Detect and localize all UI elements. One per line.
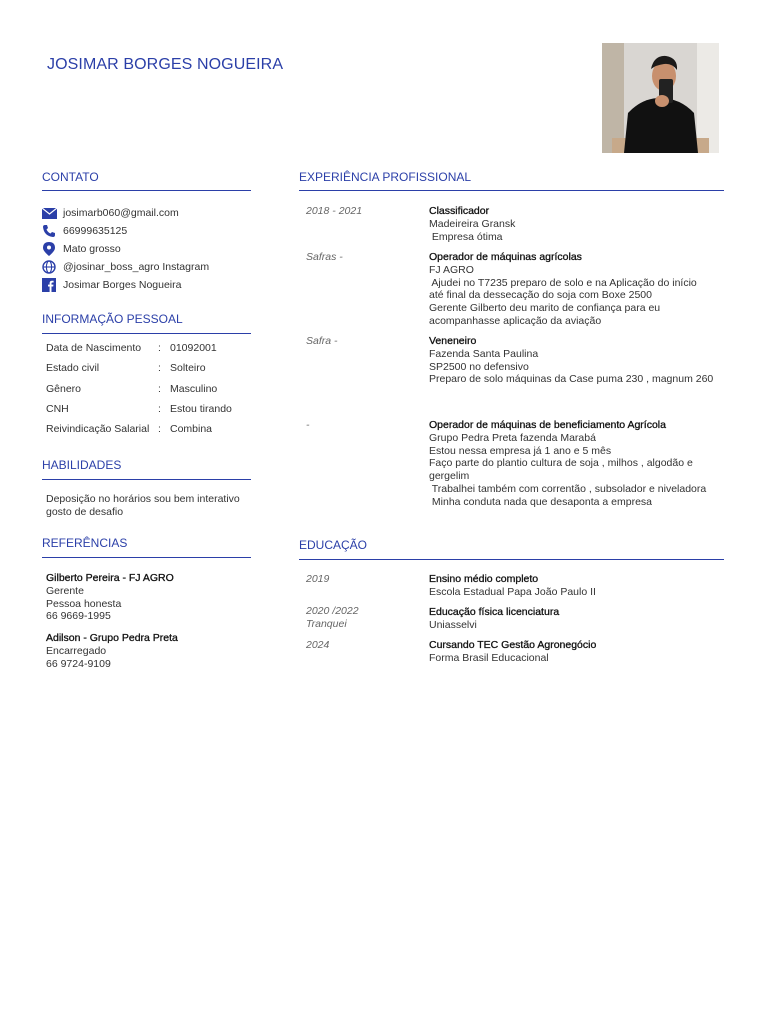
reference-line: Gerente — [46, 584, 84, 597]
skills-text — [46, 493, 261, 519]
reference-entry — [46, 632, 261, 670]
education-entry — [429, 639, 729, 665]
experience-line: FJ AGRO — [429, 263, 474, 276]
contact-list — [41, 204, 256, 294]
personal-label: CNH — [46, 403, 69, 416]
contact-instagram-text: @josinar_boss_agro Instagram — [63, 261, 210, 273]
skills-divider — [42, 479, 251, 480]
experience-entry — [429, 251, 729, 328]
contact-section-title: CONTATO — [42, 170, 99, 184]
reference-name: Gilberto Pereira - FJ AGRO — [46, 572, 174, 584]
experience-title: Operador de máquinas agrícolas — [429, 251, 582, 263]
skills-line: gosto de desafio — [46, 505, 124, 518]
experience-line: até final da dessecação do soja com Boxe 2500 — [429, 289, 652, 302]
personal-label: Gênero — [46, 382, 82, 395]
personal-label: Reivindicação Salarial — [46, 423, 150, 436]
experience-entry — [429, 419, 729, 509]
contact-location-text: Mato grosso — [63, 243, 121, 255]
experience-title: Classificador — [429, 205, 490, 217]
colon: : — [158, 362, 161, 375]
experience-divider — [299, 190, 724, 191]
experience-line: Empresa ótima — [429, 230, 503, 243]
education-entry — [429, 573, 729, 599]
personal-value: Combina — [170, 423, 213, 436]
skills-section-title: HABILIDADES — [42, 458, 122, 472]
reference-line: Pessoa honesta — [46, 597, 122, 610]
education-divider — [299, 559, 724, 560]
colon: : — [158, 423, 161, 436]
education-line: Uniasselvi — [429, 618, 477, 631]
contact-email[interactable] — [41, 204, 256, 222]
personal-label: Data de Nascimento — [46, 342, 142, 355]
education-entry — [429, 606, 729, 632]
location-pin-icon — [41, 242, 57, 256]
contact-instagram[interactable] — [41, 258, 256, 276]
personal-row — [46, 338, 256, 358]
personal-row — [46, 419, 256, 439]
contact-phone-text: 66999635125 — [63, 225, 128, 237]
envelope-icon — [41, 206, 57, 220]
contact-facebook-text: Josimar Borges Nogueira — [63, 279, 182, 291]
contact-phone[interactable] — [41, 222, 256, 240]
education-title: Cursando TEC Gestão Agronegócio — [429, 639, 597, 651]
education-date: 2024 — [306, 639, 330, 651]
experience-line: Estou nessa empresa já 1 ano e 5 mês — [429, 444, 612, 457]
experience-line: gergelim — [429, 470, 470, 483]
reference-entry — [46, 572, 261, 623]
experience-title: Operador de máquinas de beneficiamento Agrícola — [429, 419, 666, 431]
personal-section-title: INFORMAÇÃO PESSOAL — [42, 312, 183, 326]
experience-section-title: EXPERIÊNCIA PROFISSIONAL — [299, 170, 472, 184]
facebook-icon — [41, 278, 57, 292]
references-section-title: REFERÊNCIAS — [42, 536, 128, 550]
personal-value: Estou tirando — [170, 403, 232, 416]
personal-row — [46, 358, 256, 378]
reference-name: Adilson - Grupo Pedra Preta — [46, 632, 178, 644]
experience-date: Safras - — [306, 251, 343, 263]
experience-line: Grupo Pedra Preta fazenda Marabá — [429, 431, 596, 444]
personal-value: 01092001 — [170, 342, 217, 355]
experience-date: 2018 - 2021 — [306, 205, 363, 217]
experience-line: Fazenda Santa Paulina — [429, 347, 539, 360]
candidate-name: JOSIMAR BORGES NOGUEIRA — [47, 56, 284, 73]
colon: : — [158, 403, 161, 416]
experience-line: Preparo de solo máquinas da Case puma 230 , magnum 260 — [429, 373, 714, 386]
education-title: Educação física licenciatura — [429, 606, 560, 618]
contact-email-text: josimarb060@gmail.com — [63, 207, 179, 219]
phone-icon — [41, 224, 57, 238]
experience-line: Trabalhei também com correntão , subsolador e niveladora — [429, 482, 707, 495]
globe-icon — [41, 260, 57, 274]
experience-line: Faço parte do plantio cultura de soja , milhos , algodão e — [429, 457, 693, 470]
contact-divider — [42, 190, 251, 191]
references-divider — [42, 557, 251, 558]
colon: : — [158, 382, 161, 395]
personal-value: Masculino — [170, 382, 218, 395]
colon: : — [158, 342, 161, 355]
education-section-title: EDUCAÇÃO — [299, 538, 368, 552]
experience-line: SP2500 no defensivo — [429, 360, 529, 373]
experience-line: Minha conduta nada que desaponta a empresa — [429, 495, 652, 508]
education-date: 2019 — [306, 573, 330, 585]
reference-line: 66 9669-1995 — [46, 610, 111, 623]
personal-row — [46, 379, 256, 399]
reference-line: 66 9724-9109 — [46, 657, 111, 670]
experience-entry — [429, 205, 729, 243]
personal-value: Solteiro — [170, 362, 206, 375]
experience-line: Ajudei no T7235 preparo de solo e na Aplicação do início — [429, 276, 697, 289]
education-line: Forma Brasil Educacional — [429, 651, 549, 664]
reference-line: Encarregado — [46, 644, 107, 657]
contact-location — [41, 240, 256, 258]
education-title: Ensino médio completo — [429, 573, 539, 585]
experience-line: Madeireira Gransk — [429, 217, 516, 230]
education-date-line: 2020 /2022 — [306, 605, 359, 617]
experience-entry — [429, 335, 729, 386]
education-date — [306, 605, 359, 631]
skills-line: Deposição no horários sou bem interativo — [46, 493, 240, 505]
experience-date: Safra - — [306, 335, 338, 347]
personal-label: Estado civil — [46, 362, 100, 375]
experience-date: - — [306, 419, 310, 431]
experience-line: Gerente Gilberto deu marito de confiança para eu — [429, 302, 661, 315]
profile-photo — [602, 43, 719, 153]
education-date-note: Tranquei — [306, 617, 347, 630]
experience-title: Veneneiro — [429, 335, 477, 347]
personal-divider — [42, 333, 251, 334]
personal-info-table — [46, 338, 256, 439]
education-line: Escola Estadual Papa João Paulo II — [429, 585, 596, 598]
contact-facebook[interactable] — [41, 276, 256, 294]
experience-line: acompanhasse aplicação da aviação — [429, 314, 602, 327]
personal-row — [46, 399, 256, 419]
